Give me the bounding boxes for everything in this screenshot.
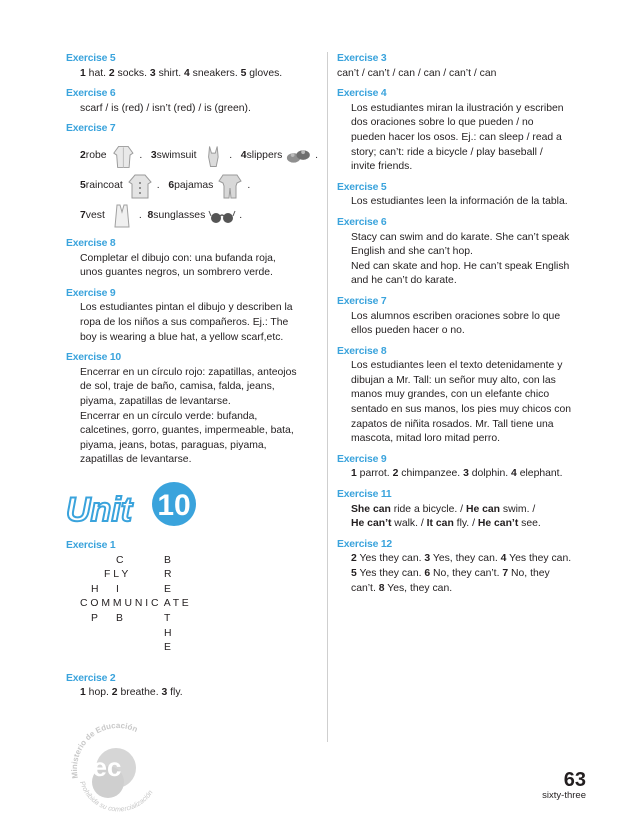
exercise-answers: Los estudiantes pintan el dibujo y describen la ropa de los niños a sus compañeros. Ej.: The boy is wearing a blue hat, a yellow scarf,etc. [80, 302, 293, 343]
exercise-title: Exercise 4 [337, 88, 387, 100]
exercise-title: Exercise 9 [66, 287, 116, 299]
sunglasses-icon [208, 203, 236, 229]
unit-exercise-2 [66, 672, 318, 701]
exercise-answers: scarf / is (red) / isn’t (red) / is (green). [80, 102, 251, 114]
exercise-10 [66, 351, 318, 468]
exercise-title: Exercise 3 [337, 53, 387, 64]
exercise-answers: Los estudiantes leen el texto detenidamente y dibujan a Mr. Tall: un señor muy alto, con las manos muy grandes, con un elefante chico sentado en sus manos, los pies muy chicos con zapatos de niñita rosados. Mr. Tall tiene una mascota, mitad loro mitad perro. [351, 360, 572, 445]
exercise-9-right [337, 453, 589, 482]
exercise-4 [337, 87, 589, 175]
svg-text:Ministerio de Educación: Ministerio de Educación [69, 720, 139, 780]
svg-text:Prohibida su comercialización: Prohibida su comercialización [78, 780, 155, 814]
raincoat-icon [126, 173, 154, 199]
exercise-11 [337, 488, 589, 532]
exercise-6 [66, 87, 318, 116]
exercise-title: Exercise 5 [337, 181, 387, 193]
exercise-title: Exercise 10 [66, 352, 121, 364]
exercise-6-right [337, 216, 589, 289]
svg-text:ec: ec [92, 752, 122, 782]
exercise-title: Exercise 7 [337, 295, 387, 307]
exercise-8-right [337, 345, 589, 447]
exercise-title: Exercise 6 [66, 88, 116, 100]
exercise-7-right [337, 295, 589, 339]
unit-number: 10 [157, 489, 191, 522]
page-number: 63 [563, 769, 586, 791]
exercise-answers: 1 hat. 2 socks. 3 shirt. 4 sneakers. 5 gloves. [80, 67, 283, 79]
exercise-8 [66, 237, 318, 281]
exercise-title: Exercise 12 [337, 538, 392, 550]
column-divider [327, 52, 328, 742]
exercise-title: Exercise 8 [337, 345, 387, 357]
exercise-answers: 1 parrot. 2 chimpanzee. 3 dolphin. 4 elephant. [351, 468, 563, 480]
pajamas-icon [216, 173, 244, 199]
exercise-answers: can’t / can’t / can / can / can’t / can [337, 67, 497, 79]
exercise-title: Exercise 2 [66, 672, 116, 684]
unit-10-section [66, 539, 318, 707]
exercise-title: Exercise 6 [337, 216, 387, 228]
exercise-answers: Los estudiantes leen la información de la tabla. [351, 196, 568, 208]
exercise-title: Exercise 1 [66, 540, 116, 551]
exercise-answers: Stacy can swim and do karate. She can’t speak English and she can’t hop. Ned can skate and hop. He can’t speak English and he can’t do karate. [351, 231, 570, 287]
slippers-icon [285, 143, 312, 169]
exercise-title: Exercise 5 [66, 53, 116, 64]
exercise-answers: 1 hop. 2 breathe. 3 fly. [80, 687, 183, 699]
exercise-5 [66, 52, 318, 81]
unit-word: Unit [66, 491, 133, 529]
exercise-answers: 2 Yes they can. 3 Yes, they can. 4 Yes they can. 5 Yes they can. 6 No, they can’t. 7 No, they can’t. 8 Yes, they can. [351, 553, 572, 594]
right-column [337, 52, 589, 602]
unit-10-logo [64, 477, 214, 529]
ministry-stamp [66, 720, 170, 816]
unit-exercise-1 [66, 539, 318, 666]
exercise-3 [337, 52, 589, 81]
robe-icon [110, 143, 137, 169]
exercise-answers: She can ride a bicycle. / He can swim. / He can’t walk. / It can fly. / He can’t see. [351, 503, 541, 530]
exercise-title: Exercise 8 [66, 237, 116, 249]
clothes-row: 5 raincoat . 6 pajamas . [66, 171, 318, 201]
exercise-12 [337, 538, 589, 596]
crossword-grid: C B F L Y R H I E C O M M U N I C A T E P B T H E [80, 554, 189, 654]
exercise-title: Exercise 7 [66, 123, 116, 135]
exercise-answers: Los alumnos escriben oraciones sobre lo que ellos pueden hacer o no. [351, 310, 561, 337]
vest-icon [108, 203, 136, 229]
exercise-title: Exercise 9 [337, 453, 387, 465]
clothes-row: 7 vest . 8 sunglasses . [66, 201, 318, 231]
left-column [66, 52, 318, 474]
exercise-answers: Encerrar en un círculo rojo: zapatillas, anteojos de sol, traje de baño, camisa, falda, jeans, piyama, zapatillas de levantarse. Encerrar en un círculo verde: bufanda, calcetines, gorro, guantes, impermeable, bata, piyama, jeans, botas, paraguas, piyama, zapatillas de levantarse. [80, 366, 297, 466]
exercise-5-right [337, 181, 589, 210]
exercise-7 [66, 122, 318, 231]
exercise-answers: Completar el dibujo con: una bufanda roja, unos guantes negros, un sombrero verde. [80, 252, 276, 279]
clothes-row: 2 robe . 3 swimsuit . 4 slippers . [66, 141, 318, 171]
swimsuit-icon [200, 143, 227, 169]
exercise-9 [66, 287, 318, 345]
exercise-answers: Los estudiantes miran la ilustración y escriben dos oraciones sobre lo que pueden / no pueden hacer los osos. Ej.: can sleep / read a story; can’t: ride a bicycle / play baseball / invite friends. [351, 102, 564, 173]
exercise-title: Exercise 11 [337, 489, 392, 501]
page-number-words: sixty-three [542, 790, 586, 801]
